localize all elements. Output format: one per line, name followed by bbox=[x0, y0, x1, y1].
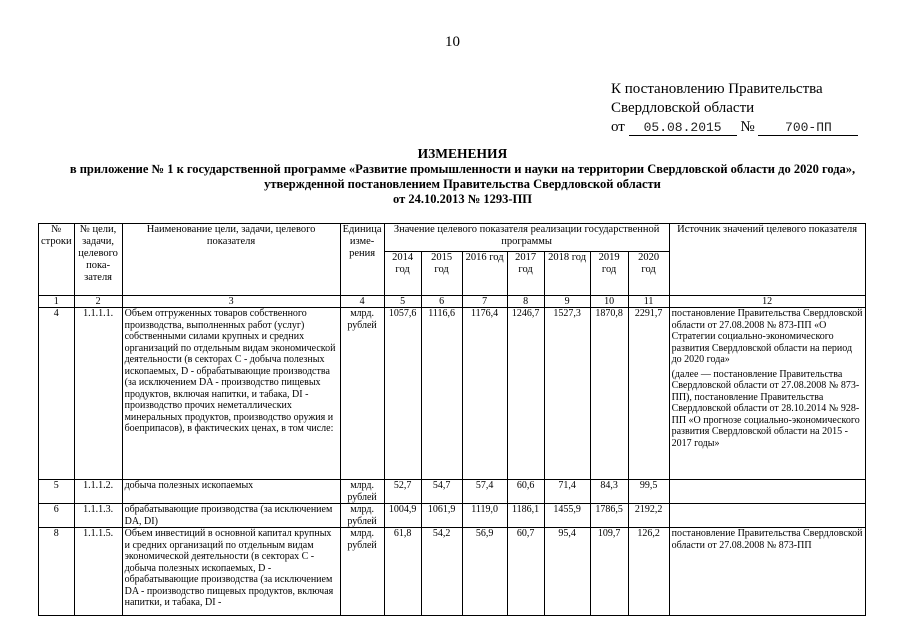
column-number: 11 bbox=[628, 296, 669, 308]
source-paragraph: постановление Правительства Свердловской области от 27.08.2008 № 873-ПП «О Стратегии социально-экономического развития Свердловской области на период до 2020 года» bbox=[671, 308, 863, 365]
header-year: 2016 год bbox=[462, 252, 507, 296]
row-value-2019: 1786,5 bbox=[590, 504, 628, 528]
row-value-2018: 1455,9 bbox=[544, 504, 590, 528]
header-year: 2020 год bbox=[628, 252, 669, 296]
row-value-2020: 126,2 bbox=[628, 528, 669, 616]
table-row bbox=[39, 480, 866, 504]
column-number-row bbox=[39, 296, 866, 308]
title-line-1: в приложение № 1 к государственной программе «Развитие промышленности и науки на территории Свердловской области до 2020 года», bbox=[69, 162, 856, 176]
row-value-2017: 60,7 bbox=[507, 528, 544, 616]
row-number: 5 bbox=[39, 480, 75, 504]
row-unit: млрд. рублей bbox=[340, 308, 384, 480]
row-value-2015: 54,7 bbox=[421, 480, 462, 504]
title-line-2: утвержденной постановлением Правительства Свердловской области bbox=[264, 177, 661, 191]
column-number: 7 bbox=[462, 296, 507, 308]
header-values-group: Значение целевого показателя реализации государственной программы bbox=[384, 224, 669, 252]
row-code: 1.1.1.5. bbox=[74, 528, 122, 616]
row-value-2018: 1527,3 bbox=[544, 308, 590, 480]
source-paragraph: постановление Правительства Свердловской области от 27.08.2008 № 873-ПП bbox=[671, 528, 863, 551]
source-paragraph: (далее — постановление Правительства Свердловской области от 27.08.2008 № 873-ПП), постановление Правительства Свердловской области от 28.10.2014 № 928-ПП «О прогнозе социально-экономического развития Свердловской области на 2015 - 2017 годы» bbox=[671, 368, 860, 449]
column-number: 2 bbox=[74, 296, 122, 308]
row-value-2020: 2192,2 bbox=[628, 504, 669, 528]
row-value-2020: 2291,7 bbox=[628, 308, 669, 480]
row-value-2017: 1246,7 bbox=[507, 308, 544, 480]
row-name: Объем отгруженных товаров собственного производства, выполненных работ (услуг) собственными силами крупных и средних организаций по отдельным видам экономической деятельности (в секторах С - добыча полезных ископаемых, D - обрабатывающие производства (за исключением DA - производство пищевых продуктов, включая напитки, и табака, DI - производство прочих неметаллических минеральных продуктов, производство оружия и боеприпасов), в фактических ценах, в том числе: bbox=[122, 308, 340, 480]
row-value-2016: 1119,0 bbox=[462, 504, 507, 528]
header-year: 2014 год bbox=[384, 252, 421, 296]
row-name: обрабатывающие производства (за исключением DA, DI) bbox=[122, 504, 340, 528]
column-number: 4 bbox=[340, 296, 384, 308]
header-source: Источник значений целевого показателя bbox=[669, 224, 865, 296]
row-number: 4 bbox=[39, 308, 75, 480]
column-number: 6 bbox=[421, 296, 462, 308]
header-year: 2015 год bbox=[421, 252, 462, 296]
row-unit: млрд. рублей bbox=[340, 504, 384, 528]
row-value-2015: 54,2 bbox=[421, 528, 462, 616]
row-source bbox=[669, 480, 865, 504]
document-title bbox=[40, 146, 885, 207]
header-year: 2017 год bbox=[507, 252, 544, 296]
row-value-2017: 60,6 bbox=[507, 480, 544, 504]
row-value-2016: 57,4 bbox=[462, 480, 507, 504]
row-source bbox=[669, 504, 865, 528]
row-unit: млрд. рублей bbox=[340, 528, 384, 616]
column-number: 1 bbox=[39, 296, 75, 308]
row-value-2014: 1057,6 bbox=[384, 308, 421, 480]
row-code: 1.1.1.1. bbox=[74, 308, 122, 480]
header-year: 2018 год bbox=[544, 252, 590, 296]
approval-line-2: Свердловской области bbox=[611, 100, 755, 116]
row-value-2014: 61,8 bbox=[384, 528, 421, 616]
approval-date-line bbox=[611, 118, 858, 137]
row-value-2019: 109,7 bbox=[590, 528, 628, 616]
title-line-3: от 24.10.2013 № 1293-ПП bbox=[392, 192, 533, 206]
page-number: 10 bbox=[445, 34, 460, 50]
row-source bbox=[669, 308, 865, 480]
column-number: 12 bbox=[669, 296, 865, 308]
column-number: 10 bbox=[590, 296, 628, 308]
row-value-2015: 1061,9 bbox=[421, 504, 462, 528]
header-row-num: № строки bbox=[39, 224, 75, 296]
number-prefix: № bbox=[740, 119, 755, 135]
row-value-2018: 71,4 bbox=[544, 480, 590, 504]
indicators-table bbox=[38, 223, 866, 616]
row-number: 8 bbox=[39, 528, 75, 616]
row-value-2015: 1116,6 bbox=[421, 308, 462, 480]
row-name: добыча полезных ископаемых bbox=[122, 480, 340, 504]
row-value-2019: 84,3 bbox=[590, 480, 628, 504]
approval-line-1: К постановлению Правительства bbox=[611, 81, 823, 97]
table-row bbox=[39, 504, 866, 528]
row-value-2014: 1004,9 bbox=[384, 504, 421, 528]
header-name: Наименование цели, задачи, целевого показателя bbox=[122, 224, 340, 296]
header-row-1 bbox=[39, 224, 866, 252]
column-number: 3 bbox=[122, 296, 340, 308]
approval-date: 05.08.2015 bbox=[629, 120, 737, 136]
row-value-2017: 1186,1 bbox=[507, 504, 544, 528]
row-code: 1.1.1.2. bbox=[74, 480, 122, 504]
approval-number: 700-ПП bbox=[758, 120, 858, 136]
column-number: 8 bbox=[507, 296, 544, 308]
table-row bbox=[39, 308, 866, 480]
column-number: 9 bbox=[544, 296, 590, 308]
column-number: 5 bbox=[384, 296, 421, 308]
header-year: 2019 год bbox=[590, 252, 628, 296]
row-value-2014: 52,7 bbox=[384, 480, 421, 504]
row-source bbox=[669, 528, 865, 616]
table-row bbox=[39, 528, 866, 616]
row-name: Объем инвестиций в основной капитал крупных и средних организаций по отдельным видам экономической деятельности (в секторах С - добыча полезных ископаемых, D - обрабатывающие производства (за исключением DA - производство пищевых продуктов, включая напитки, и табака, DI - bbox=[122, 528, 340, 616]
row-value-2018: 95,4 bbox=[544, 528, 590, 616]
title-heading: ИЗМЕНЕНИЯ bbox=[417, 146, 508, 161]
row-value-2016: 1176,4 bbox=[462, 308, 507, 480]
header-goal-num: № цели, задачи, целевого пока-зателя bbox=[74, 224, 122, 296]
row-code: 1.1.1.3. bbox=[74, 504, 122, 528]
approval-block bbox=[611, 80, 858, 137]
header-unit: Единица изме-рения bbox=[340, 224, 384, 296]
row-value-2016: 56,9 bbox=[462, 528, 507, 616]
row-value-2020: 99,5 bbox=[628, 480, 669, 504]
row-value-2019: 1870,8 bbox=[590, 308, 628, 480]
date-prefix: от bbox=[611, 119, 625, 135]
row-number: 6 bbox=[39, 504, 75, 528]
row-unit: млрд. рублей bbox=[340, 480, 384, 504]
